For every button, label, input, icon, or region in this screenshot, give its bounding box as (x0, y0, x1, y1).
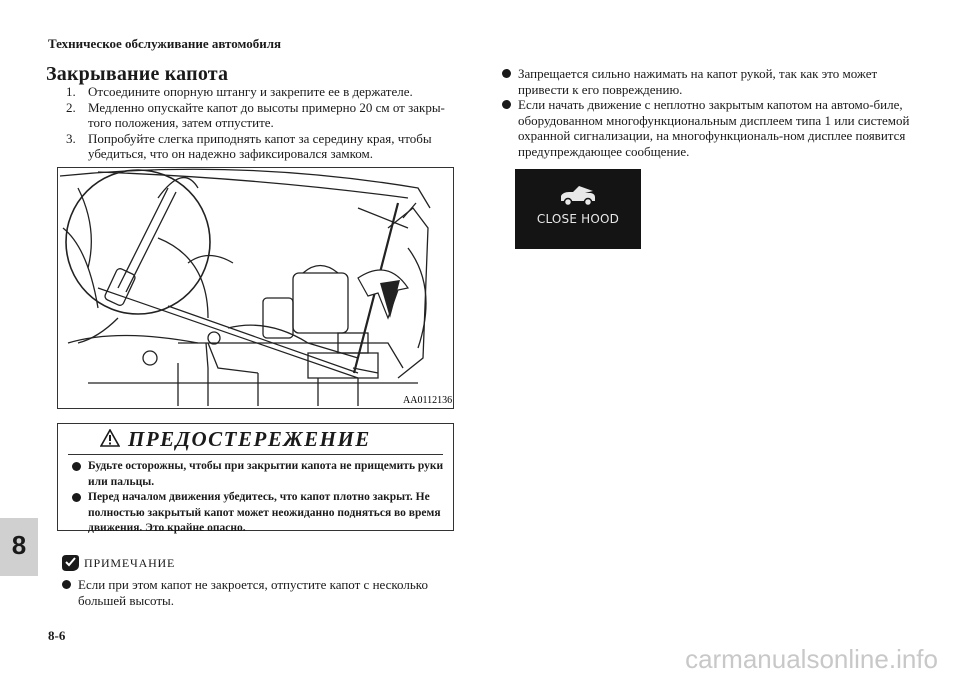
step-text: Отсоедините опорную штангу и закрепите ее в держателе. (88, 84, 413, 99)
step-text: Медленно опускайте капот до высоты примерно 20 см от закры-того положения, затем отпустите. (88, 99, 445, 131)
note-list (60, 577, 460, 608)
note-icon (60, 553, 80, 578)
warning-list (70, 459, 445, 537)
warning-box (57, 423, 454, 534)
multi-info-display (515, 169, 641, 249)
bullet-icon (72, 493, 81, 502)
engine-bay-drawing (58, 168, 454, 409)
steps-list (66, 84, 466, 162)
warning-divider (68, 454, 443, 455)
display-message: CLOSE HOOD (536, 212, 620, 226)
section-title: Закрывание капота (46, 63, 229, 85)
step-number: 2. (66, 99, 76, 115)
right-column-list (500, 66, 910, 160)
note-item (60, 577, 460, 608)
info-item (500, 66, 910, 97)
info-item-text: Запрещается сильно нажимать на капот рукой, так как это может привести к его повреждению. (518, 66, 878, 97)
watermark: carmanualsonline.info (685, 644, 938, 674)
warning-item-text: Будьте осторожны, чтобы при закрытии капота не прищемить руки или пальцы. (88, 460, 444, 488)
step-item (66, 84, 466, 100)
running-header: Техническое обслуживание автомобиля (48, 36, 282, 51)
chapter-number: 8 (11, 530, 27, 560)
note-item-text: Если при этом капот не закроется, отпустите капот с несколько большей высоты. (78, 577, 428, 608)
step-text: Попробуйте слегка приподнять капот за середину края, чтобы убедиться, что он надежно зафиксировался замком. (88, 130, 432, 162)
bullet-icon (62, 580, 71, 589)
warning-item (70, 459, 445, 490)
page-number: 8-6 (48, 628, 66, 643)
note-label: ПРИМЕЧАНИЕ (84, 556, 176, 570)
step-item (66, 100, 466, 131)
info-item (500, 97, 910, 159)
warning-item (70, 490, 445, 537)
step-number: 3. (66, 130, 76, 146)
engine-bay-illustration (57, 167, 454, 409)
bullet-icon (72, 462, 81, 471)
step-item (66, 131, 466, 162)
car-hood-open-icon (557, 183, 599, 212)
warning-title: ПРЕДОСТЕРЕЖЕНИЕ (128, 427, 371, 451)
warning-item-text: Перед началом движения убедитесь, что капот плотно закрыт. Не полностью закрытый капот может неожиданно подняться во время движения. Это крайне опасно. (88, 491, 441, 534)
figure-code: AA0112136 (403, 395, 453, 406)
warning-triangle-icon (100, 429, 120, 452)
chapter-tab (0, 518, 38, 576)
step-number: 1. (66, 84, 76, 99)
bullet-icon (502, 69, 511, 78)
warning-header (58, 424, 453, 454)
bullet-icon (502, 100, 511, 109)
info-item-text: Если начать движение с неплотно закрытым капотом на автомо-биле, оборудованном многофункциональным дисплеем типа 1 или системой охранной сигнализации, на многофункциональ-ном дисплее появится предупреждающее сообщение. (518, 97, 910, 159)
